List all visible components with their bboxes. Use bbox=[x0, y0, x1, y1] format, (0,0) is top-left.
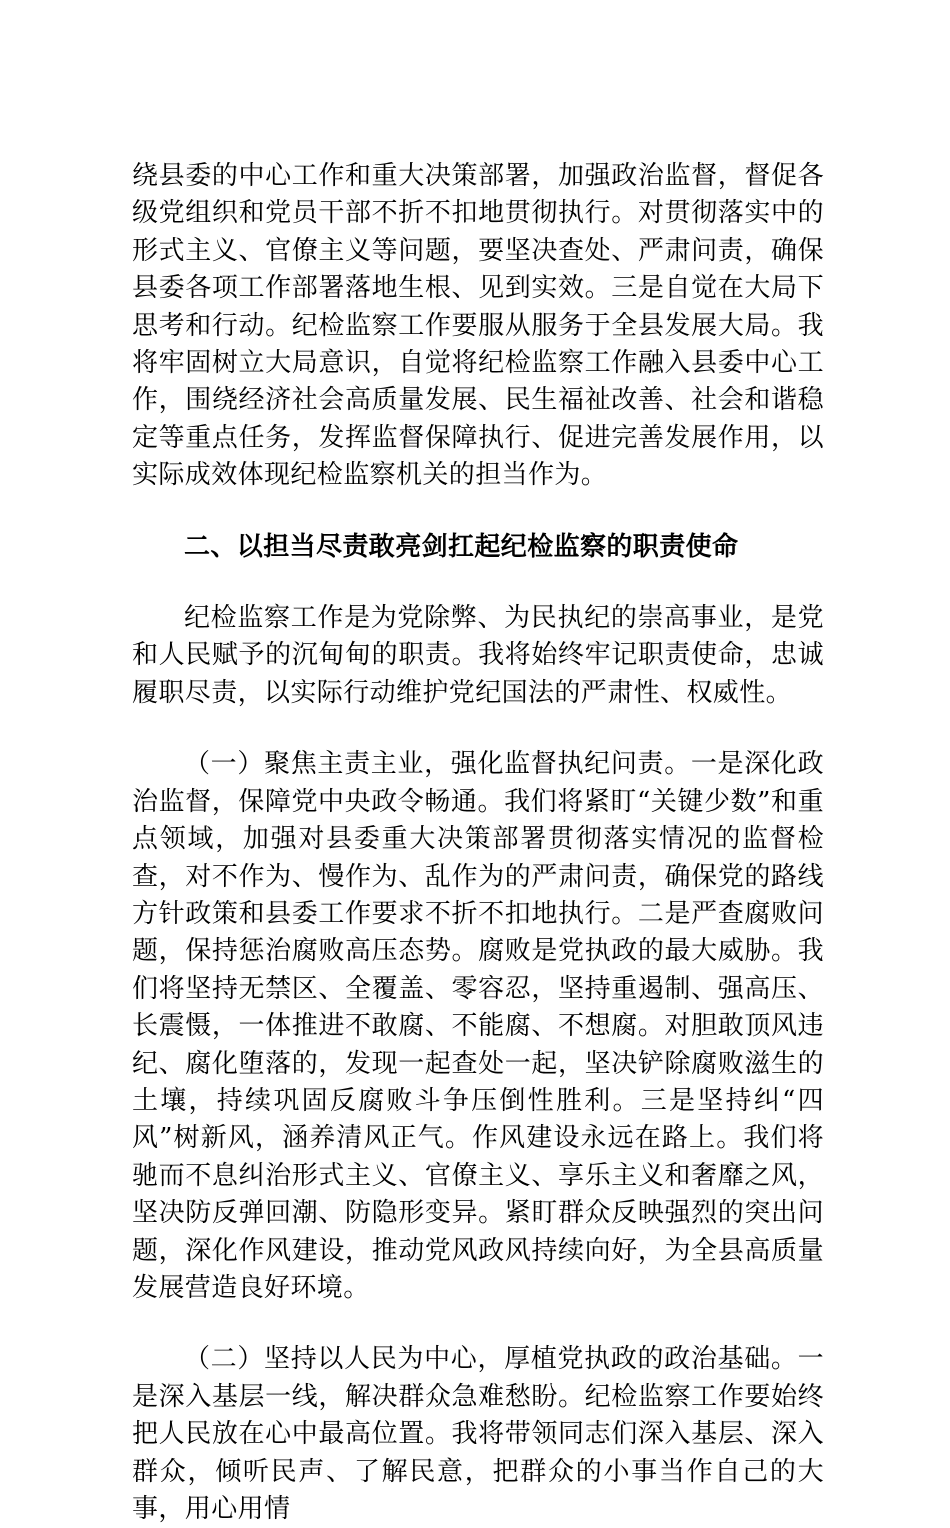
document-body bbox=[132, 158, 824, 1528]
section-heading: 二、以担当尽责敢亮剑扛起纪检监察的职责使命 bbox=[184, 531, 739, 562]
paragraph-continuation: 绕县委的中心工作和重大决策部署，加强政治监督，督促各级党组织和党员干部不折不扣地贯彻执行。对贯彻落实中的形式主义、官僚主义等问题，要坚决查处、严肃问责，确保县委各项工作部署落地生根、见到实效。三是自觉在大局下思考和行动。纪检监察工作要服从服务于全县发展大局。我将牢固树立大局意识，自觉将纪检监察工作融入县委中心工作，围绕经济社会高质量发展、民生福祉改善、社会和谐稳定等重点任务，发挥监督保障执行、促进完善发展作用，以实际成效体现纪检监察机关的担当作为。 bbox=[132, 161, 824, 491]
paragraph-item-1: （一）聚焦主责主业，强化监督执纪问责。一是深化政治监督，保障党中央政令畅通。我们将紧盯“关键少数”和重点领域，加强对县委重大决策部署贯彻落实情况的监督检查，对不作为、慢作为、乱作为的严肃问责，确保党的路线方针政策和县委工作要求不折不扣地执行。二是严查腐败问题，保持惩治腐败高压态势。腐败是党执政的最大威胁。我们将坚持无禁区、全覆盖、零容忍，坚持重遏制、强高压、长震慑，一体推进不敢腐、不能腐、不想腐。对胆敢顶风违纪、腐化堕落的，发现一起查处一起，坚决铲除腐败滋生的土壤，持续巩固反腐败斗争压倒性胜利。三是坚持纠“四风”树新风，涵养清风正气。作风建设永远在路上。我们将驰而不息纠治形式主义、官僚主义、享乐主义和奢靡之风，坚决防反弹回潮、防隐形变异。紧盯群众反映强烈的突出问题，深化作风建设，推动党风政风持续向好，为全县高质量发展营造良好环境。 bbox=[132, 749, 824, 1303]
paragraph-intro: 纪检监察工作是为党除弊、为民执纪的崇高事业，是党和人民赋予的沉甸甸的职责。我将始终牢记职责使命，忠诚履职尽责，以实际行动维护党纪国法的严肃性、权威性。 bbox=[132, 603, 824, 708]
paragraph-item-2: （二）坚持以人民为中心，厚植党执政的政治基础。一是深入基层一线，解决群众急难愁盼。纪检监察工作要始终把人民放在心中最高位置。我将带领同志们深入基层、深入群众，倾听民声、了解民意，把群众的小事当作自己的大事，用心用情 bbox=[132, 1344, 824, 1524]
